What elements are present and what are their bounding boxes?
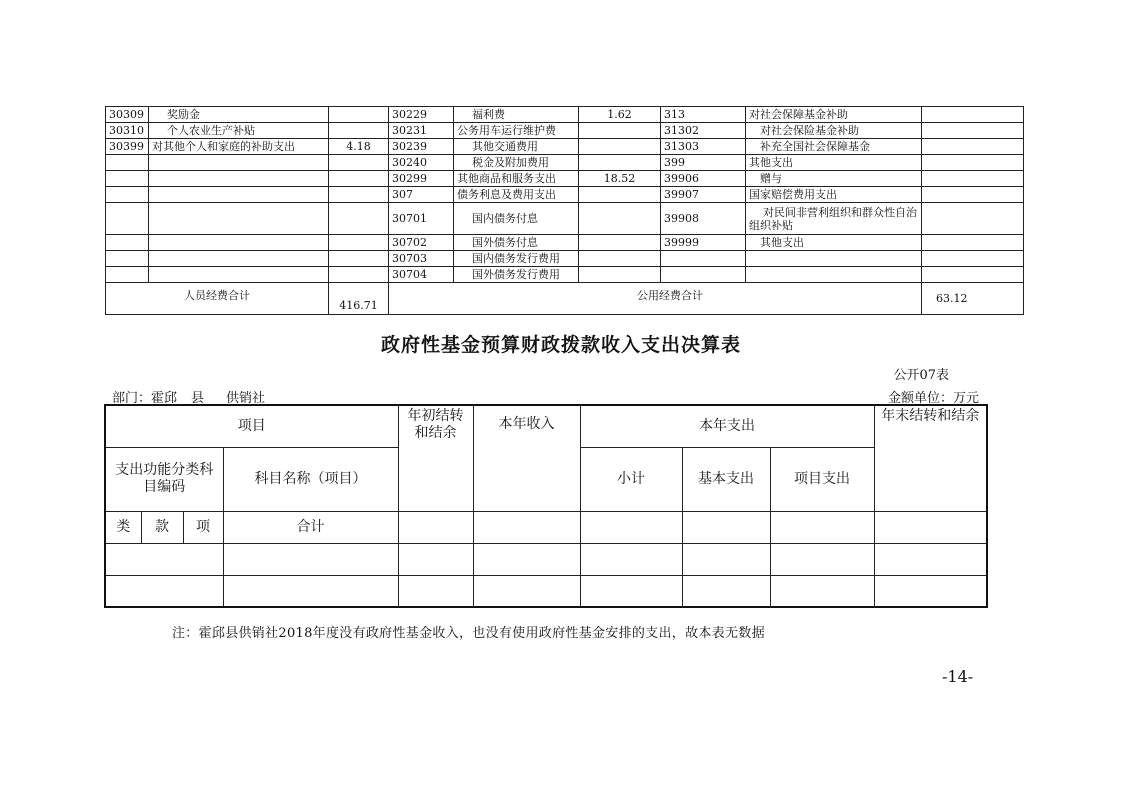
table-row xyxy=(106,267,1024,283)
amount-b-cell xyxy=(579,235,661,251)
header-item-col: 项 xyxy=(183,511,223,543)
amount-c-cell xyxy=(922,123,1024,139)
name-b-cell: 公务用车运行维护费 xyxy=(454,123,579,139)
amount-b-cell xyxy=(579,251,661,267)
amount-a-cell xyxy=(329,155,389,171)
summary-row xyxy=(106,283,1024,315)
code-b-cell: 307 xyxy=(389,187,454,203)
code-b-cell: 30231 xyxy=(389,123,454,139)
header-subtotal: 小计 xyxy=(580,447,682,511)
name-a-cell: 奖励金 xyxy=(149,107,329,123)
form-number: 公开07表 xyxy=(893,368,949,383)
empty-cell xyxy=(105,575,223,607)
empty-cell xyxy=(398,543,473,575)
name-b-cell: 国外债务付息 xyxy=(454,235,579,251)
amount-b-cell xyxy=(579,155,661,171)
code-a-cell xyxy=(106,251,149,267)
code-b-cell: 30229 xyxy=(389,107,454,123)
table-row xyxy=(105,575,987,607)
amount-b-cell: 18.52 xyxy=(579,171,661,187)
header-subject-name: 科目名称（项目） xyxy=(223,447,398,511)
total-cell xyxy=(682,511,770,543)
amount-b-cell: 1.62 xyxy=(579,107,661,123)
table-row xyxy=(106,155,1024,171)
code-a-cell: 30309 xyxy=(106,107,149,123)
amount-a-cell xyxy=(329,107,389,123)
amount-c-cell xyxy=(922,187,1024,203)
code-c-cell xyxy=(661,267,746,283)
code-a-cell xyxy=(106,187,149,203)
amount-a-cell xyxy=(329,171,389,187)
amount-c-cell xyxy=(922,107,1024,123)
table-row xyxy=(106,203,1024,235)
amount-b-cell xyxy=(579,267,661,283)
header-basic-expense: 基本支出 xyxy=(682,447,770,511)
name-b-cell: 其他商品和服务支出 xyxy=(454,171,579,187)
personnel-total-value: 416.71 xyxy=(329,283,389,315)
name-c-cell: 对社会保障基金补助 xyxy=(746,107,922,123)
header-class: 类 xyxy=(105,511,141,543)
amount-a-cell xyxy=(329,235,389,251)
header-item: 项目 xyxy=(105,405,398,447)
code-a-cell xyxy=(106,235,149,251)
department-name-3: 供销社 xyxy=(226,391,266,406)
amount-c-cell xyxy=(922,203,1024,235)
amount-a-cell: 4.18 xyxy=(329,139,389,155)
name-c-cell: 其他支出 xyxy=(746,155,922,171)
name-c-cell xyxy=(746,267,922,283)
government-fund-table xyxy=(104,404,988,608)
name-b-cell: 国内债务付息 xyxy=(454,203,579,235)
amount-c-cell xyxy=(922,235,1024,251)
name-b-cell: 国外债务发行费用 xyxy=(454,267,579,283)
name-c-cell xyxy=(746,251,922,267)
amount-unit: 金额单位：万元 xyxy=(887,391,979,406)
name-a-cell xyxy=(149,187,329,203)
public-total-value: 63.12 xyxy=(922,283,1024,315)
amount-a-cell xyxy=(329,203,389,235)
code-a-cell xyxy=(106,171,149,187)
table-row xyxy=(106,171,1024,187)
amount-b-cell xyxy=(579,203,661,235)
name-c-cell: 对社会保险基金补助 xyxy=(746,123,922,139)
amount-b-cell xyxy=(579,187,661,203)
code-b-cell: 30702 xyxy=(389,235,454,251)
code-a-cell xyxy=(106,267,149,283)
department-name-1: 霍邱 xyxy=(151,391,178,406)
name-b-cell: 其他交通费用 xyxy=(454,139,579,155)
amount-c-cell xyxy=(922,139,1024,155)
name-b-cell: 国内债务发行费用 xyxy=(454,251,579,267)
empty-cell xyxy=(473,575,580,607)
amount-a-cell xyxy=(329,251,389,267)
empty-cell xyxy=(580,543,682,575)
name-c-cell: 对民间非营利组织和群众性自治组织补贴 xyxy=(746,203,922,235)
code-b-cell: 30704 xyxy=(389,267,454,283)
empty-cell xyxy=(398,575,473,607)
code-a-cell xyxy=(106,155,149,171)
code-b-cell: 30703 xyxy=(389,251,454,267)
name-c-cell: 赠与 xyxy=(746,171,922,187)
empty-cell xyxy=(770,575,874,607)
total-cell xyxy=(580,511,682,543)
code-b-cell: 30701 xyxy=(389,203,454,235)
code-b-cell: 30299 xyxy=(389,171,454,187)
header-function-code: 支出功能分类科目编码 xyxy=(105,447,223,511)
code-a-cell: 30310 xyxy=(106,123,149,139)
name-a-cell xyxy=(149,171,329,187)
header-closing-balance: 年末结转和结余 xyxy=(874,405,987,511)
code-c-cell: 31302 xyxy=(661,123,746,139)
amount-b-cell xyxy=(579,123,661,139)
amount-c-cell xyxy=(922,251,1024,267)
total-cell xyxy=(473,511,580,543)
code-a-cell: 30399 xyxy=(106,139,149,155)
code-a-cell xyxy=(106,203,149,235)
name-b-cell: 税金及附加费用 xyxy=(454,155,579,171)
empty-cell xyxy=(223,575,398,607)
header-total: 合计 xyxy=(223,511,398,543)
empty-cell xyxy=(223,543,398,575)
empty-cell xyxy=(105,543,223,575)
total-cell xyxy=(398,511,473,543)
table-row xyxy=(106,187,1024,203)
department-name-2: 县 xyxy=(191,391,205,406)
amount-a-cell xyxy=(329,123,389,139)
code-c-cell xyxy=(661,251,746,267)
empty-cell xyxy=(682,543,770,575)
empty-cell xyxy=(874,575,987,607)
header-section: 款 xyxy=(141,511,183,543)
public-total-label: 公用经费合计 xyxy=(389,283,922,315)
code-b-cell: 30240 xyxy=(389,155,454,171)
personnel-total-label: 人员经费合计 xyxy=(106,283,329,315)
header-opening-balance: 年初结转和结余 xyxy=(398,405,473,511)
amount-c-cell xyxy=(922,171,1024,187)
header-expense: 本年支出 xyxy=(580,405,874,447)
name-c-cell: 补充全国社会保障基金 xyxy=(746,139,922,155)
name-a-cell xyxy=(149,155,329,171)
name-c-cell: 国家赔偿费用支出 xyxy=(746,187,922,203)
amount-c-cell xyxy=(922,267,1024,283)
name-a-cell: 对其他个人和家庭的补助支出 xyxy=(149,139,329,155)
code-c-cell: 39907 xyxy=(661,187,746,203)
code-c-cell: 39999 xyxy=(661,235,746,251)
name-a-cell: 个人农业生产补贴 xyxy=(149,123,329,139)
code-b-cell: 30239 xyxy=(389,139,454,155)
header-income: 本年收入 xyxy=(473,405,580,511)
page-number: -14- xyxy=(942,667,974,686)
table-row xyxy=(105,543,987,575)
footnote: 注：霍邱县供销社2018年度没有政府性基金收入，也没有使用政府性基金安排的支出，故本表无数据 xyxy=(172,626,765,641)
empty-cell xyxy=(682,575,770,607)
header-project-expense: 项目支出 xyxy=(770,447,874,511)
table-row xyxy=(106,107,1024,123)
amount-c-cell xyxy=(922,155,1024,171)
name-c-cell: 其他支出 xyxy=(746,235,922,251)
empty-cell xyxy=(770,543,874,575)
code-c-cell: 313 xyxy=(661,107,746,123)
empty-cell xyxy=(874,543,987,575)
empty-cell xyxy=(580,575,682,607)
code-c-cell: 39906 xyxy=(661,171,746,187)
code-c-cell: 399 xyxy=(661,155,746,171)
name-a-cell xyxy=(149,251,329,267)
table-row xyxy=(106,251,1024,267)
department-label: 部门： xyxy=(112,391,152,406)
name-b-cell: 福利费 xyxy=(454,107,579,123)
expense-detail-table xyxy=(105,106,1024,315)
table-row xyxy=(106,139,1024,155)
code-c-cell: 31303 xyxy=(661,139,746,155)
total-cell xyxy=(770,511,874,543)
table-row xyxy=(106,123,1024,139)
name-a-cell xyxy=(149,235,329,251)
empty-cell xyxy=(473,543,580,575)
table-row xyxy=(106,235,1024,251)
code-c-cell: 39908 xyxy=(661,203,746,235)
name-b-cell: 债务利息及费用支出 xyxy=(454,187,579,203)
name-a-cell xyxy=(149,267,329,283)
amount-a-cell xyxy=(329,187,389,203)
amount-b-cell xyxy=(579,139,661,155)
total-cell xyxy=(874,511,987,543)
name-a-cell xyxy=(149,203,329,235)
page-title: 政府性基金预算财政拨款收入支出决算表 xyxy=(380,334,741,356)
amount-a-cell xyxy=(329,267,389,283)
